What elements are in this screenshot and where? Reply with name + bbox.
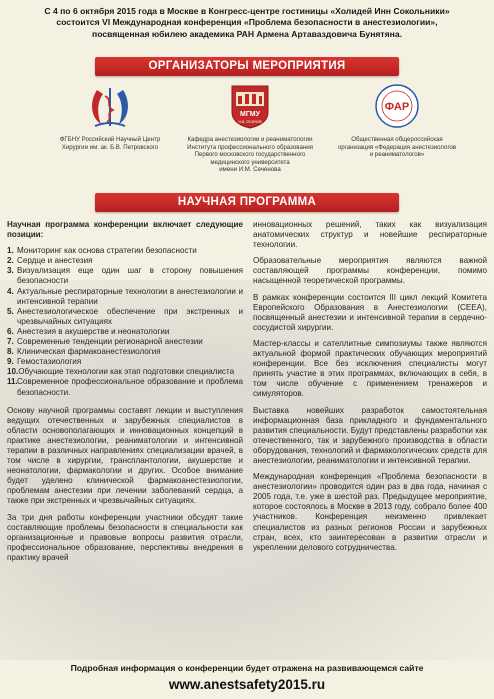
paragraph: В рамках конференции состоится III цикл лекций Комитета Европейского Образования в Анестезиологии (CEEA), посвященный анестезии и интенсивной терапии в сердечно-сосудистой хирургии. [253, 292, 487, 332]
program-topics-list [7, 246, 243, 397]
topic-number: 2. [7, 256, 14, 266]
organizer-far [322, 82, 472, 159]
organizer-name: и реаниматологов» [369, 151, 425, 159]
topic-text: Современные тенденции регионарной анестезии [17, 337, 203, 347]
paragraph: Основу научной программы составят лекции и выступления ведущих отечественных и зарубежных специалистов в области основополагающих и инновационных концепций в практике анестезиологии, реаниматологии и интенсивной терапии в различных направлениях специализации врачей, в том числе в хирургии, трансплантологии, акушерстве и неонатологии, фармакологии и других. Особое внимание будет уделено клинической фармакоанестезиологии, проблемам анестезии при лечении заболеваний сердца, а также при экстренных и чрезвычайных ситуациях. [7, 405, 243, 506]
rnch-logo-icon [87, 82, 133, 130]
topic-text: Гемостазиология [17, 357, 82, 367]
topic-number: 9. [7, 357, 14, 367]
topic-text: Анестезия в акушерстве и неонатологии [17, 326, 170, 336]
paragraph: Выставка новейших разработок самостоятельная информационная база прикладного и фундаментального развития специальности. Будут представлены разработки как отечественного, так и зарубежного производства в области оборудования, технологий и фармакологических средств для анестезиологии, реаниматологии и интенсивной терапии. [253, 405, 487, 465]
topic-text: Современное профессиональное образование и проблема безопасности. [17, 377, 243, 397]
topic-item [7, 307, 243, 327]
topic-text: Клиническая фармакоанестезиология [17, 347, 161, 357]
left-column [7, 220, 243, 569]
topic-text: Сердце и анестезия [17, 256, 93, 266]
organizer-name: медицинского университета [210, 158, 290, 166]
topic-number: 7. [7, 337, 14, 347]
mgmu-logo-text: МГМУ [240, 111, 260, 118]
topic-number: 3. [7, 266, 14, 276]
header-line: состоится VI Международная конференция «Проблема безопасности в анестезиологии», [56, 17, 438, 28]
organizer-name: имени И.М. Сеченова [219, 166, 281, 174]
topic-item [7, 337, 243, 347]
topic-item [7, 367, 243, 377]
organizer-name: Первого московского государственного [194, 151, 306, 159]
paragraph: инновационных решений, таких как визуализация анатомических структур и новейшие респираторные технологии. [253, 220, 487, 250]
website-link[interactable]: www.anestsafety2015.ru [168, 677, 326, 692]
topic-number: 1. [7, 246, 14, 256]
topic-item [7, 377, 243, 397]
topic-item [7, 357, 243, 367]
organizer-name: Хирургии им. ак. Б.В. Петровского [61, 143, 159, 151]
topic-item [7, 327, 243, 337]
header-announcement [14, 6, 480, 40]
topic-text: Обучающие технологии как этап подготовки специалиста [18, 367, 235, 377]
topic-number: 5. [7, 306, 14, 316]
right-column [253, 220, 487, 559]
topic-number: 6. [7, 326, 14, 336]
topic-number: 10. [7, 367, 19, 377]
header-line: посвященная юбилею академика РАН Армена Артаваздовича Бунятяна. [92, 28, 402, 39]
topic-text: Актуальные респираторные технологии в анестезиологии и интенсивной терапии [17, 286, 243, 306]
topic-item [7, 266, 243, 286]
topic-item [7, 246, 243, 256]
far-logo-icon [373, 82, 421, 130]
footer-info: Подробная информация о конференции будет отражена на развивающемся сайте [70, 663, 424, 673]
organizer-name: Общественная общероссийская [351, 136, 443, 144]
organizer-rnch [40, 82, 180, 151]
topic-number: 8. [7, 347, 14, 357]
paragraph: Образовательные мероприятия являются важной составляющей программы конференции, помимо насыщенной теоретической программы. [253, 256, 487, 286]
organizer-name: организация «Федерация анестезиологов [337, 143, 457, 151]
topic-text: Мониторинг как основа стратегии безопасности [17, 246, 197, 256]
paragraph: Международная конференция «Проблема безопасности в анестезиологии» проводится один раз в два года, начиная с 2005 года, т.е. уже в шестой раз. Предыдущее мероприятие, которое состоялось в Москве в 2013 году, собрало более 400 участников. Конференция неизменно привлекает специалистов из разных регионов России и зарубежных стран, всех, кто заинтересован в развитии отрасли и укреплении делового сотрудничества. [253, 472, 487, 552]
organizer-name: ФГБНУ Российский Научный Центр [59, 136, 161, 144]
organizers-banner: ОРГАНИЗАТОРЫ МЕРОПРИЯТИЯ [95, 57, 399, 76]
organizer-name: Кафедра анестезиологии и реаниматологии [187, 136, 313, 144]
mgmu-logo-subtext: И.М. СЕЧЕНОВ [238, 120, 262, 124]
topic-text: Анестезиологическое обеспечение при экстренных и чрезвычайных ситуациях [17, 306, 243, 326]
paragraph: За три дня работы конференции участники обсудят такие составляющие проблемы безопасности в специальности как организационные и правовые вопросы развития отрасли, профессиональное образование, перспективы внедрения в практику врачей [7, 512, 243, 562]
organizer-name: Института профессионального образования [187, 143, 313, 151]
topic-item [7, 256, 243, 266]
far-logo-text: ФАР [384, 101, 410, 113]
paragraph: Мастер-классы и сателлитные симпозиумы также являются актуальной формой практических обучающих мероприятий конференции. Все без исключения специалисты могут принять участие в этих программах, включающих в себя, в том числе обучение с применением тренажеров и симуляторов. [253, 338, 487, 399]
topic-number: 11. [7, 377, 18, 387]
mgmu-crest-icon [226, 82, 274, 130]
program-lead: Научная программа конференции включает следующие позиции: [7, 220, 243, 240]
topic-item [7, 347, 243, 357]
topic-text: Визуализация еще один шаг в сторону повышения безопасности [17, 266, 243, 286]
organizer-mgmu [170, 82, 330, 173]
topic-item [7, 287, 243, 307]
program-banner: НАУЧНАЯ ПРОГРАММА [95, 193, 399, 212]
header-line: С 4 по 6 октября 2015 года в Москве в Конгресс-центре гостиницы «Холидей Инн Сокольники» [44, 6, 450, 16]
topic-number: 4. [7, 286, 14, 296]
